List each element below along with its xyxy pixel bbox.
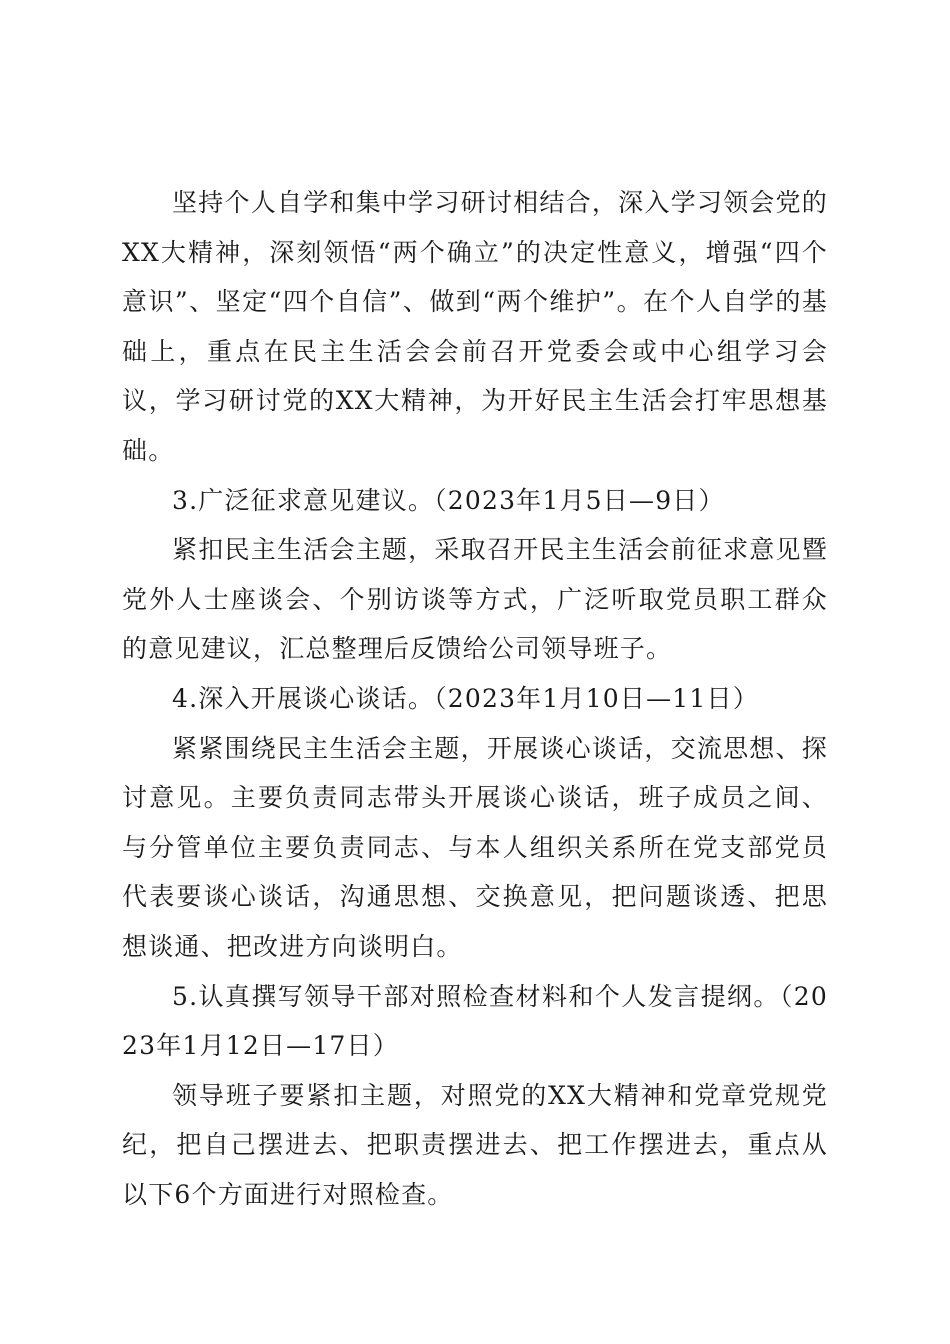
paragraph-inspection-materials: 领导班子要紧扣主题，对照党的XX大精神和党章党规党纪，把自己摆进去、把职责摆进去、把工作摆进去，重点从以下6个方面进行对照检查。 <box>122 1080 828 1209</box>
heading-heart-to-heart-talks: 4.深入开展谈心谈话。（2023年1月10日—11日） <box>172 683 759 713</box>
paragraph-self-study: 坚持个人自学和集中学习研讨相结合，深入学习领会党的XX大精神，深刻领悟“两个确立”的决定性意义，增强“四个意识”、坚定“四个自信”、做到“两个维护”。在个人自学的基础上，重点在民主生活会会前召开党委会或中心组学习会议，学习研讨党的XX大精神，为开好民主生活会打牢思想基础。 <box>122 188 828 465</box>
paragraph-solicit-opinions: 紧扣民主生活会主题，采取召开民主生活会前征求意见暨党外人士座谈会、个别访谈等方式，广泛听取党员职工群众的意见建议，汇总整理后反馈给公司领导班子。 <box>122 535 828 664</box>
heading-inspection-materials: 5.认真撰写领导干部对照检查材料和个人发言提纲。（2023年1月12日—17日） <box>122 981 828 1061</box>
paragraph-heart-to-heart-talks: 紧紧围绕民主生活会主题，开展谈心谈话，交流思想、探讨意见。主要负责同志带头开展谈心谈话，班子成员之间、与分管单位主要负责同志、与本人组织关系所在党支部党员代表要谈心谈话，沟通思想、交换意见，把问题谈透、把思想谈通、把改进方向谈明白。 <box>122 733 828 961</box>
heading-solicit-opinions: 3.广泛征求意见建议。（2023年1月5日—9日） <box>172 485 725 515</box>
document-body <box>122 178 828 1219</box>
